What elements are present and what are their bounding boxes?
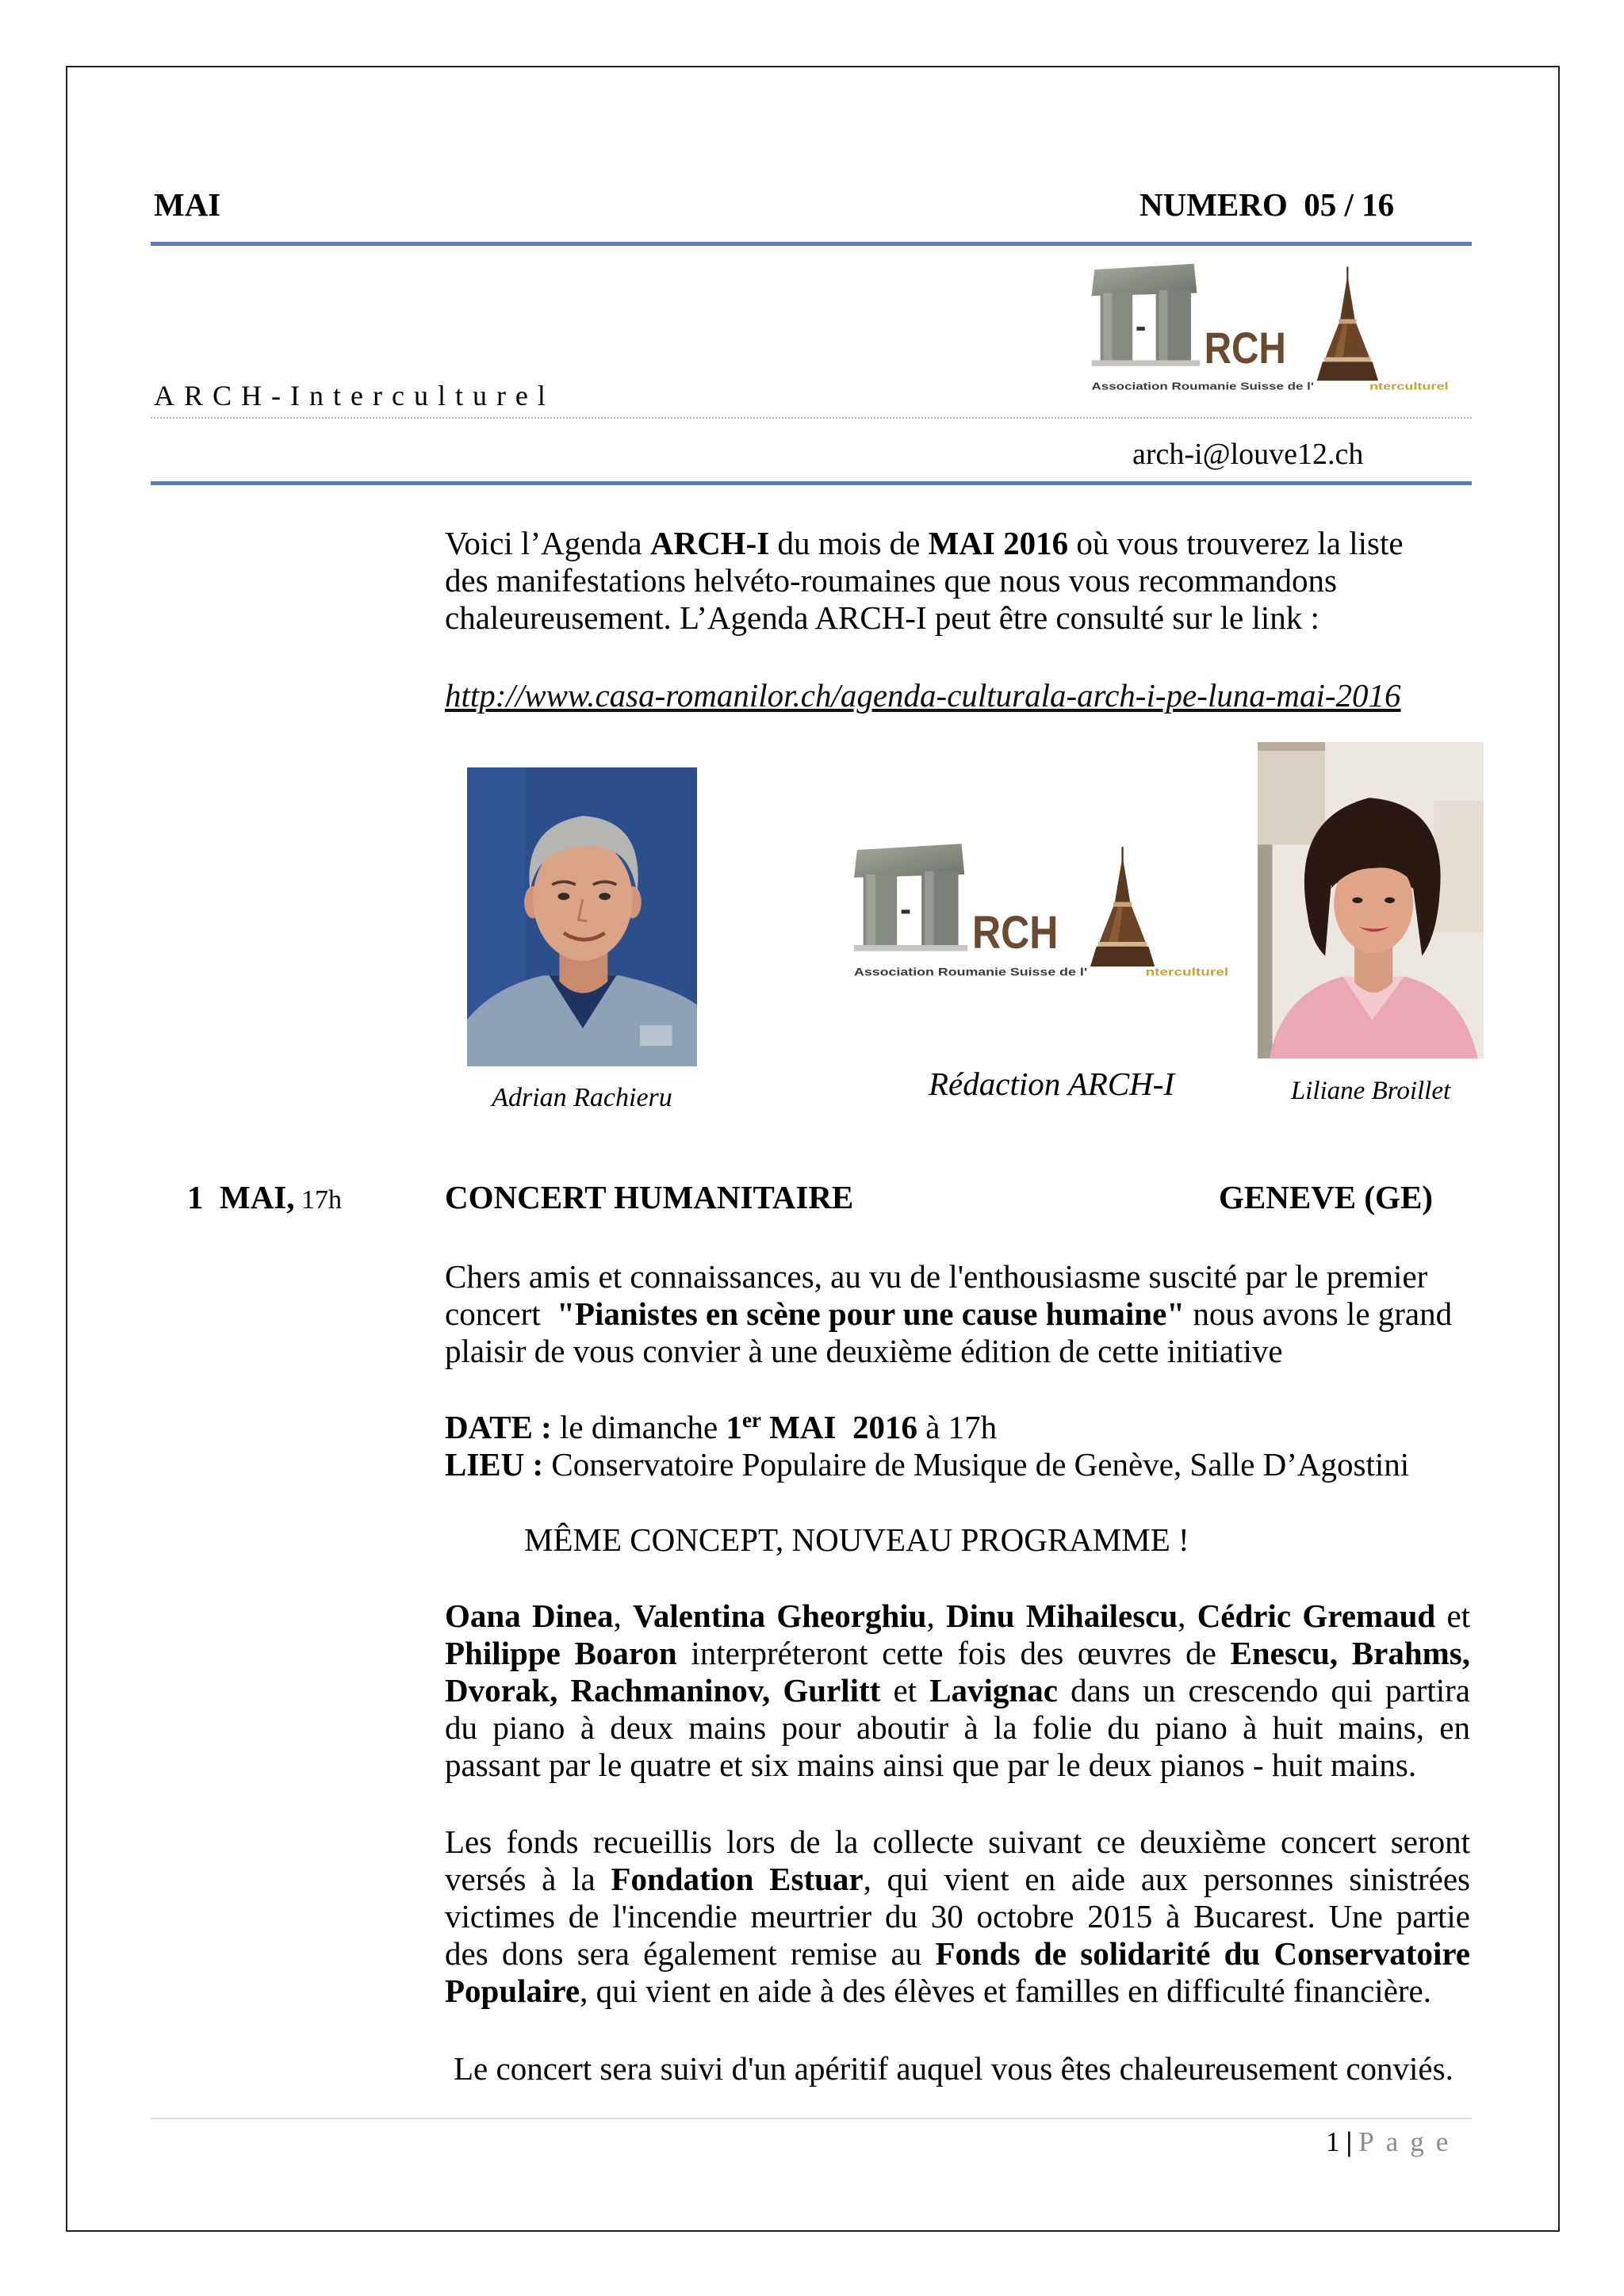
funds-text: , qui vient en aide aux personnes sinistrées	[863, 1861, 1471, 1897]
organization-name: ARCH-Interculturel	[154, 380, 555, 411]
artists-text: interpréteront cette fois des œuvres de	[676, 1635, 1231, 1671]
solidarity-fund-name: Populaire	[445, 1973, 580, 2009]
footer-rule	[151, 2118, 1472, 2119]
artists-text: et	[1435, 1598, 1471, 1634]
logo-mark-text: RCH	[971, 906, 1059, 959]
artists-text: dans un crescendo qui partira	[1057, 1672, 1470, 1709]
intro-line: chaleureusement. L’Agenda ARCH-I peut être consulté sur le link :	[445, 599, 1320, 636]
logo-dash-text: -	[1135, 307, 1147, 344]
funds-line: Les fonds recueillis lors de la collecte suivant ce deuxième concert seront	[445, 1823, 1470, 1860]
event-intro-line: Chers amis et connaissances, au vu de l'enthousiasme suscité par le premier	[445, 1258, 1428, 1295]
arch-logo-center	[854, 839, 1230, 981]
date-day: 1	[726, 1409, 742, 1445]
event-intro-line	[445, 1295, 1470, 1333]
funds-text: , qui vient en aide à des élèves et familles en difficulté financière.	[580, 1973, 1432, 2009]
contact-email: arch-i@louve12.ch	[1132, 438, 1364, 471]
event-intro-paragraph	[445, 1258, 1470, 1370]
funds-line	[445, 1861, 1470, 1898]
funds-line: victimes de l'incendie meurtrier du 30 octobre 2015 à Bucarest. Une partie	[445, 1898, 1470, 1934]
photo-adrian-rachieru	[467, 767, 697, 1066]
logo-mark-text: RCH	[1204, 323, 1286, 373]
agenda-link-row	[445, 677, 1470, 714]
page-footer	[1326, 2125, 1460, 2160]
logo-dash-text: -	[900, 890, 912, 929]
funds-text: des dons sera également remise au	[445, 1935, 936, 1972]
logo-tagline-end: nterculturel	[1145, 965, 1229, 978]
artists-text: ,	[1178, 1598, 1197, 1634]
artist-name: Philippe Boaron	[445, 1635, 677, 1671]
artists-line	[445, 1635, 1470, 1672]
event-date	[187, 1179, 342, 1219]
foundation-name: Fondation Estuar	[611, 1861, 864, 1897]
event-intro-text: nous avons le grand	[1185, 1295, 1453, 1332]
logo-tagline: Association Roumanie Suisse de l'	[1091, 380, 1314, 392]
intro-line: des manifestations helvéto-roumaines que nous vous recommandons	[445, 562, 1337, 599]
place-text: Conservatoire Populaire de Musique de Genève, Salle D’Agostini	[543, 1446, 1410, 1483]
date-day-suffix: er	[742, 1408, 761, 1432]
intro-paragraph	[445, 525, 1470, 637]
logo-tagline: Association Roumanie Suisse de l'	[854, 965, 1088, 978]
date-month-year: MAI 2016	[760, 1409, 917, 1445]
header-rule-dotted	[151, 417, 1472, 419]
intro-text: Voici l’Agenda	[445, 525, 650, 561]
artists-text: et	[880, 1672, 930, 1709]
composer-names: Dvorak, Rachmaninov, Gurlitt	[445, 1672, 881, 1709]
event-date-line	[445, 1409, 1470, 1446]
composer-names: Lavignac	[929, 1672, 1058, 1709]
funds-text: versés à la	[445, 1861, 611, 1897]
artists-text: ,	[926, 1598, 946, 1634]
funds-line	[445, 1973, 1470, 2010]
intro-month: MAI 2016	[928, 525, 1069, 561]
intro-agenda-name: ARCH-I	[649, 525, 770, 561]
caption-liliane-broillet: Liliane Broillet	[1290, 1077, 1451, 1105]
date-label: DATE :	[445, 1409, 552, 1445]
artist-name: Valentina Gheorghiu	[633, 1598, 927, 1634]
footer-separator: |	[1346, 2126, 1353, 2157]
event-intro-text: concert	[445, 1295, 557, 1332]
artists-line	[445, 1672, 1470, 1709]
artists-text: ,	[613, 1598, 633, 1634]
funds-line	[445, 1935, 1470, 1973]
header-month: MAI	[154, 186, 221, 223]
intro-line	[445, 525, 1470, 562]
caption-adrian-rachieru: Adrian Rachieru	[492, 1083, 672, 1112]
agenda-link[interactable]: http://www.casa-romanilor.ch/agenda-culturala-arch-i-pe-luna-mai-2016	[445, 677, 1401, 714]
artists-line	[445, 1598, 1470, 1635]
event-day: 1 MAI,	[187, 1179, 295, 1215]
photo-liliane-broillet	[1258, 742, 1484, 1058]
arch-logo-header	[1091, 261, 1450, 392]
logo-tagline-end: nterculturel	[1369, 380, 1449, 392]
artists-line: du piano à deux mains pour aboutir à la folie du piano à huit mains, en	[445, 1709, 1470, 1746]
solidarity-fund-name: Fonds de solidarité du Conservatoire	[935, 1935, 1470, 1972]
event-title: CONCERT HUMANITAIRE	[445, 1179, 854, 1215]
event-motto: MÊME CONCEPT, NOUVEAU PROGRAMME !	[524, 1521, 1189, 1558]
event-location: GENEVE (GE)	[1219, 1179, 1433, 1215]
artists-paragraph	[445, 1598, 1470, 1784]
caption-redaction: Rédaction ARCH-I	[929, 1066, 1175, 1102]
composer-names: Enescu, Brahms,	[1230, 1635, 1470, 1671]
date-text: le dimanche	[551, 1409, 726, 1445]
header-issue-number: NUMERO 05 / 16	[1139, 186, 1395, 223]
concert-name: "Pianistes en scène pour une cause humaine"	[557, 1295, 1185, 1332]
event-time: 17h	[294, 1185, 343, 1215]
artist-name: Oana Dinea	[445, 1598, 614, 1634]
artist-name: Cédric Gremaud	[1197, 1598, 1436, 1634]
artist-name: Dinu Mihailescu	[945, 1598, 1178, 1634]
header-rule-bottom	[151, 481, 1472, 485]
date-time: à 17h	[917, 1409, 998, 1445]
header-rule-top	[151, 242, 1472, 246]
intro-text: du mois de	[769, 525, 929, 561]
artists-line: passant par le quatre et six mains ainsi que par le deux pianos - huit mains.	[445, 1747, 1417, 1783]
place-label: LIEU :	[445, 1446, 544, 1483]
page-number: 1	[1326, 2126, 1340, 2157]
event-place-line	[445, 1446, 1470, 1483]
page-label: Page	[1358, 2126, 1461, 2157]
intro-text: où vous trouverez la liste	[1068, 525, 1404, 561]
event-details	[445, 1409, 1470, 1483]
event-closing: Le concert sera suivi d'un apéritif auquel vous êtes chaleureusement conviés.	[454, 2050, 1454, 2087]
funds-paragraph	[445, 1823, 1470, 2010]
event-intro-line: plaisir de vous convier à une deuxième édition de cette initiative	[445, 1333, 1283, 1369]
